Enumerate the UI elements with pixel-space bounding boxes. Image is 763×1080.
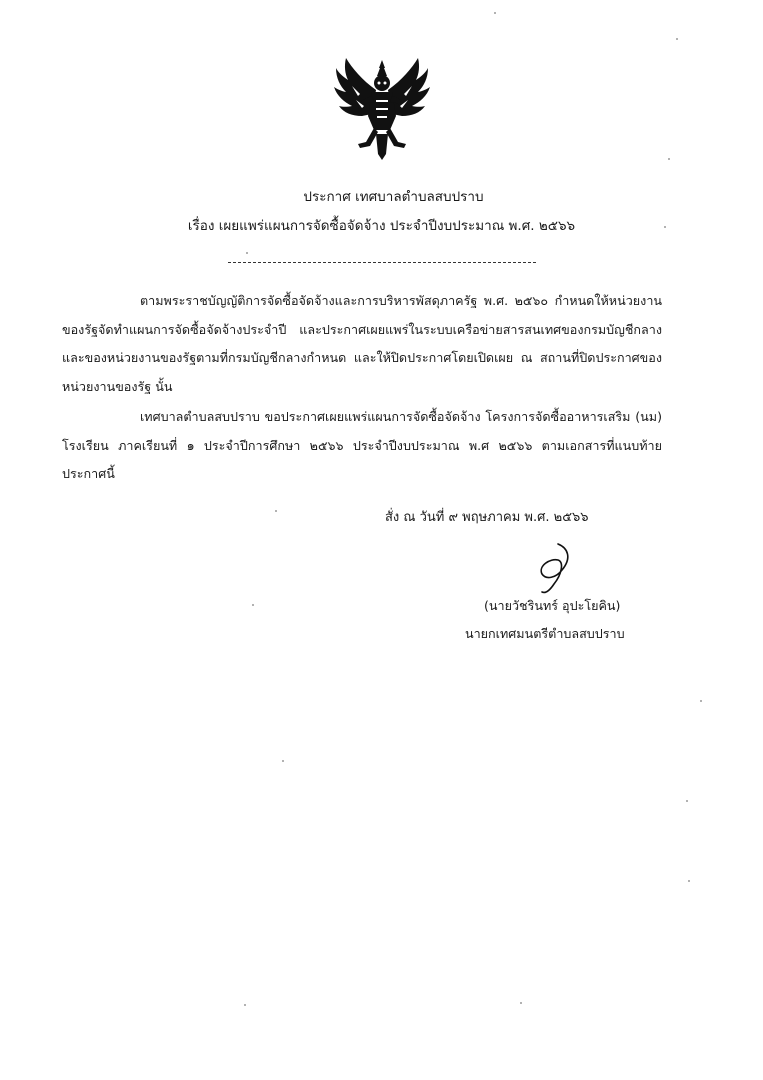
scan-speck: [664, 226, 666, 228]
scan-speck: [668, 158, 670, 160]
body-paragraph-2-text: เทศบาลตำบลสบปราบ ขอประกาศเผยแพร่แผนการจัดซื้อจัดจ้าง โครงการจัดซื้ออาหารเสริม (นม) โรงเรียน ภาคเรียนที่ ๑ ประจำปีการศึกษา ๒๕๖๖ ประจำปีงบประมาณ พ.ศ ๒๕๖๖ ตามเอกสารที่แนบท้ายประกาศนี้: [62, 409, 662, 481]
signer-name: (นายวัชรินทร์ อุปะโยคิน): [484, 598, 621, 613]
announcement-subject: เรื่อง เผยแพร่แผนการจัดซื้อจัดจ้าง ประจำปีงบประมาณ พ.ศ. ๒๕๖๖: [187, 218, 576, 234]
scan-speck: [252, 604, 254, 606]
scan-speck: [700, 700, 702, 702]
scan-speck: [676, 38, 678, 40]
separator-line: [228, 262, 536, 263]
announcement-issuer: ประกาศ เทศบาลตำบลสบปราบ: [303, 189, 484, 205]
signature-mark: [528, 540, 582, 596]
signer-title: นายกเทศมนตรีตำบลสบปราบ: [465, 626, 625, 641]
scan-speck: [688, 880, 690, 882]
scan-speck: [275, 510, 277, 512]
scan-speck: [282, 760, 284, 762]
body-paragraph-1: [62, 287, 662, 401]
scan-speck: [494, 12, 496, 14]
garuda-emblem-icon: [332, 56, 432, 160]
scan-speck: [686, 800, 688, 802]
body-paragraph-2: [62, 403, 662, 489]
scan-speck: [246, 252, 248, 254]
body-paragraph-1-text: ตามพระราชบัญญัติการจัดซื้อจัดจ้างและการบริหารพัสดุภาครัฐ พ.ศ. ๒๕๖๐ กำหนดให้หน่วยงานของรัฐจัดทำแผนการจัดซื้อจัดจ้างประจำปี และประกาศเผยแพร่ในระบบเครือข่ายสารสนเทศของกรมบัญชีกลางและของหน่วยงานของรัฐตามที่กรมบัญชีกลางกำหนด และให้ปิดประกาศโดยเปิดเผย ณ สถานที่ปิดประกาศของหน่วยงานของรัฐ นั้น: [62, 293, 662, 394]
scan-speck: [520, 1002, 522, 1004]
issue-date: สั่ง ณ วันที่ ๙ พฤษภาคม พ.ศ. ๒๕๖๖: [385, 510, 589, 525]
scan-speck: [244, 1004, 246, 1006]
